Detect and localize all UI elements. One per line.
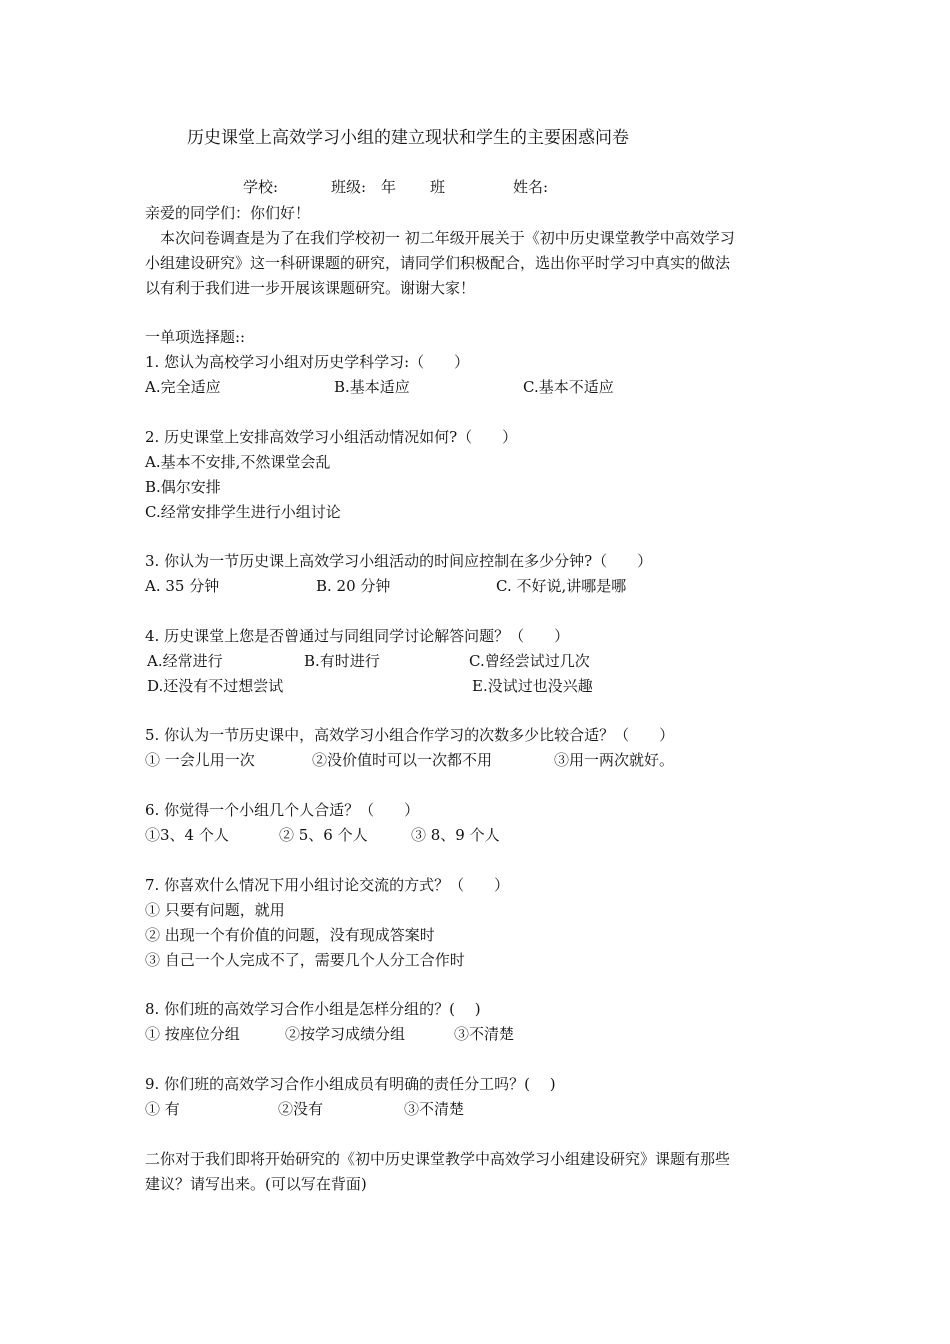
school-label: 学校: bbox=[243, 178, 279, 196]
greeting: 亲爱的同学们：你们好！ bbox=[145, 204, 311, 222]
option[interactable]: ② 出现一个有价值的问题，没有现成答案时 bbox=[145, 926, 435, 944]
year-label: 年 bbox=[381, 178, 397, 196]
ban-label: 班 bbox=[430, 178, 446, 196]
section-heading: 建议？请写出来。(可以写在背面) bbox=[145, 1175, 367, 1193]
question-7: 7. 你喜欢什么情况下用小组讨论交流的方式？（ ） bbox=[145, 876, 510, 894]
question-1: 1. 您认为高校学习小组对历史学科学习:（ ） bbox=[145, 353, 470, 371]
option[interactable]: ① 只要有问题，就用 bbox=[145, 901, 285, 919]
question-9: 9. 你们班的高效学习合作小组成员有明确的责任分工吗？( ) bbox=[145, 1075, 556, 1093]
option[interactable]: B.有时进行 bbox=[304, 652, 380, 670]
option[interactable]: B. 20 分钟 bbox=[316, 577, 391, 595]
option[interactable]: C.基本不适应 bbox=[523, 378, 614, 396]
question-4: 4. 历史课堂上您是否曾通过与同组同学讨论解答问题？（ ） bbox=[145, 627, 570, 645]
question-3: 3. 你认为一节历史课上高效学习小组活动的时间应控制在多少分钟?（ ） bbox=[145, 552, 653, 570]
option[interactable]: ③用一两次就好。 bbox=[554, 751, 675, 769]
option[interactable]: ② 5、6 个人 bbox=[279, 826, 368, 844]
option[interactable]: ②没有 bbox=[278, 1100, 324, 1118]
question-8: 8. 你们班的高效学习合作小组是怎样分组的？( ) bbox=[145, 1000, 481, 1018]
option[interactable]: D.还没有不过想尝试 bbox=[147, 677, 284, 695]
option[interactable]: ① 一会儿用一次 bbox=[145, 751, 255, 769]
question-5: 5. 你认为一节历史课中，高效学习小组合作学习的次数多少比较合适？（ ） bbox=[145, 726, 675, 744]
intro-line: 小组建设研究》这一科研课题的研究，请同学们积极配合，选出你平时学习中真实的做法 bbox=[145, 254, 731, 272]
option[interactable]: ③ 8、9 个人 bbox=[411, 826, 500, 844]
option[interactable]: C.经常安排学生进行小组讨论 bbox=[145, 503, 341, 521]
question-6: 6. 你觉得一个小组几个人合适？（ ） bbox=[145, 801, 420, 819]
option[interactable]: ②没价值时可以一次都不用 bbox=[312, 751, 493, 769]
option[interactable]: A.基本不安排,不然课堂会乱 bbox=[145, 453, 331, 471]
option[interactable]: ①3、4 个人 bbox=[145, 826, 229, 844]
option[interactable]: A.经常进行 bbox=[147, 652, 223, 670]
option[interactable]: ③不清楚 bbox=[404, 1100, 465, 1118]
name-label: 姓名: bbox=[513, 178, 549, 196]
option[interactable]: B.基本适应 bbox=[334, 378, 410, 396]
question-2: 2. 历史课堂上安排高效学习小组活动情况如何?（ ） bbox=[145, 428, 518, 446]
option[interactable]: C. 不好说,讲哪是哪 bbox=[496, 577, 627, 595]
option[interactable]: C.曾经尝试过几次 bbox=[469, 652, 590, 670]
page-title: 历史课堂上高效学习小组的建立现状和学生的主要困惑问卷 bbox=[187, 128, 629, 148]
section-heading: 一单项选择题:: bbox=[145, 328, 246, 346]
option[interactable]: E.没试过也没兴趣 bbox=[472, 677, 593, 695]
intro-line: 以有利于我们进一步开展该课题研究。谢谢大家！ bbox=[145, 279, 476, 297]
class-label: 班级: bbox=[331, 178, 367, 196]
option[interactable]: ① 按座位分组 bbox=[145, 1025, 240, 1043]
section-heading: 二你对于我们即将开始研究的《初中历史课堂教学中高效学习小组建设研究》课题有那些 bbox=[145, 1150, 731, 1168]
option[interactable]: A. 35 分钟 bbox=[145, 577, 220, 595]
option[interactable]: ① 有 bbox=[145, 1100, 180, 1118]
option[interactable]: ②按学习成绩分组 bbox=[285, 1025, 406, 1043]
option[interactable]: B.偶尔安排 bbox=[145, 478, 221, 496]
intro-line: 本次问卷调查是为了在我们学校初一 初二年级开展关于《初中历史课堂教学中高效学习 bbox=[145, 229, 735, 247]
option[interactable]: ③ 自己一个人完成不了，需要几个人分工合作时 bbox=[145, 951, 465, 969]
option[interactable]: A.完全适应 bbox=[145, 378, 221, 396]
option[interactable]: ③不清楚 bbox=[454, 1025, 515, 1043]
